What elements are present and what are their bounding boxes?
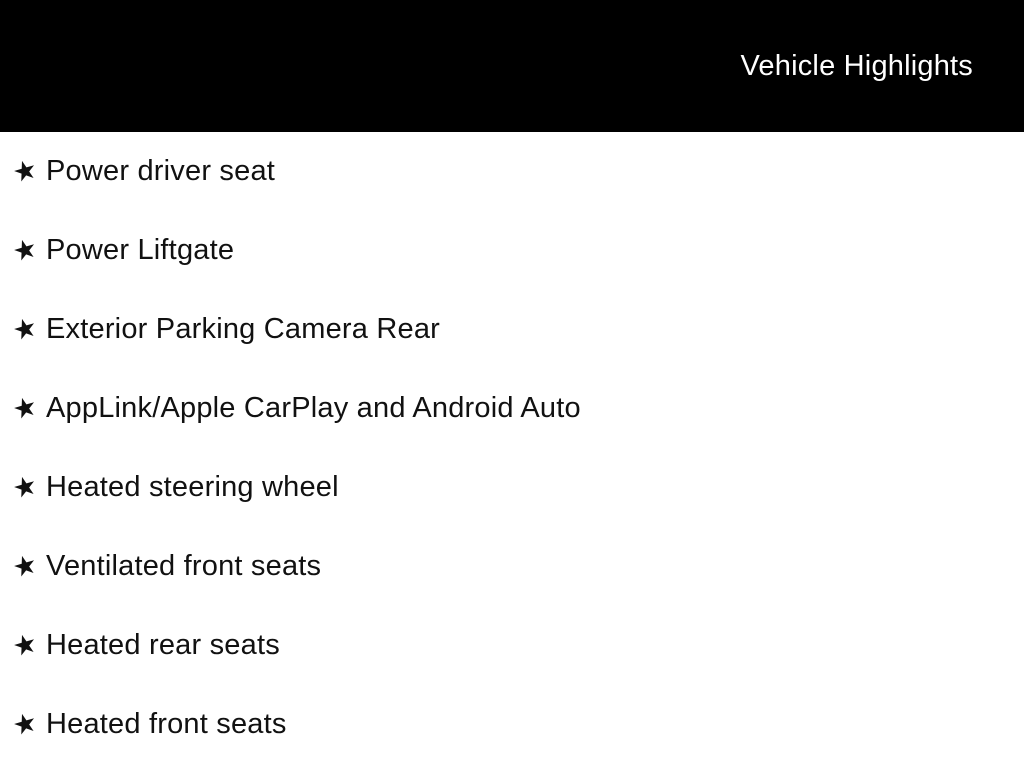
list-item — [0, 685, 1024, 764]
list-item — [0, 211, 1024, 290]
star-icon: ★ — [9, 548, 41, 584]
list-item — [0, 132, 1024, 211]
page-title: Vehicle Highlights — [740, 49, 973, 82]
list-item — [0, 369, 1024, 448]
list-item — [0, 290, 1024, 369]
list-item — [0, 448, 1024, 527]
list-item-label: Heated rear seats — [46, 629, 280, 661]
star-icon: ★ — [9, 469, 41, 505]
star-icon: ★ — [9, 153, 41, 189]
list-item-label: Ventilated front seats — [46, 550, 322, 582]
list-item-label: Power Liftgate — [46, 234, 235, 266]
star-icon: ★ — [9, 390, 41, 426]
list-item-label: AppLink/Apple CarPlay and Android Auto — [46, 392, 581, 424]
star-icon: ★ — [9, 311, 41, 347]
list-item — [0, 527, 1024, 606]
list-item-label: Heated steering wheel — [46, 471, 339, 503]
star-icon: ★ — [9, 706, 41, 742]
list-item — [0, 606, 1024, 685]
list-item-label: Exterior Parking Camera Rear — [46, 313, 441, 345]
highlights-list — [0, 132, 1024, 768]
list-item-label: Power driver seat — [46, 155, 276, 187]
list-item-label: Heated front seats — [46, 708, 287, 740]
header-banner — [0, 0, 1024, 132]
star-icon: ★ — [9, 232, 41, 268]
star-icon: ★ — [9, 627, 41, 663]
